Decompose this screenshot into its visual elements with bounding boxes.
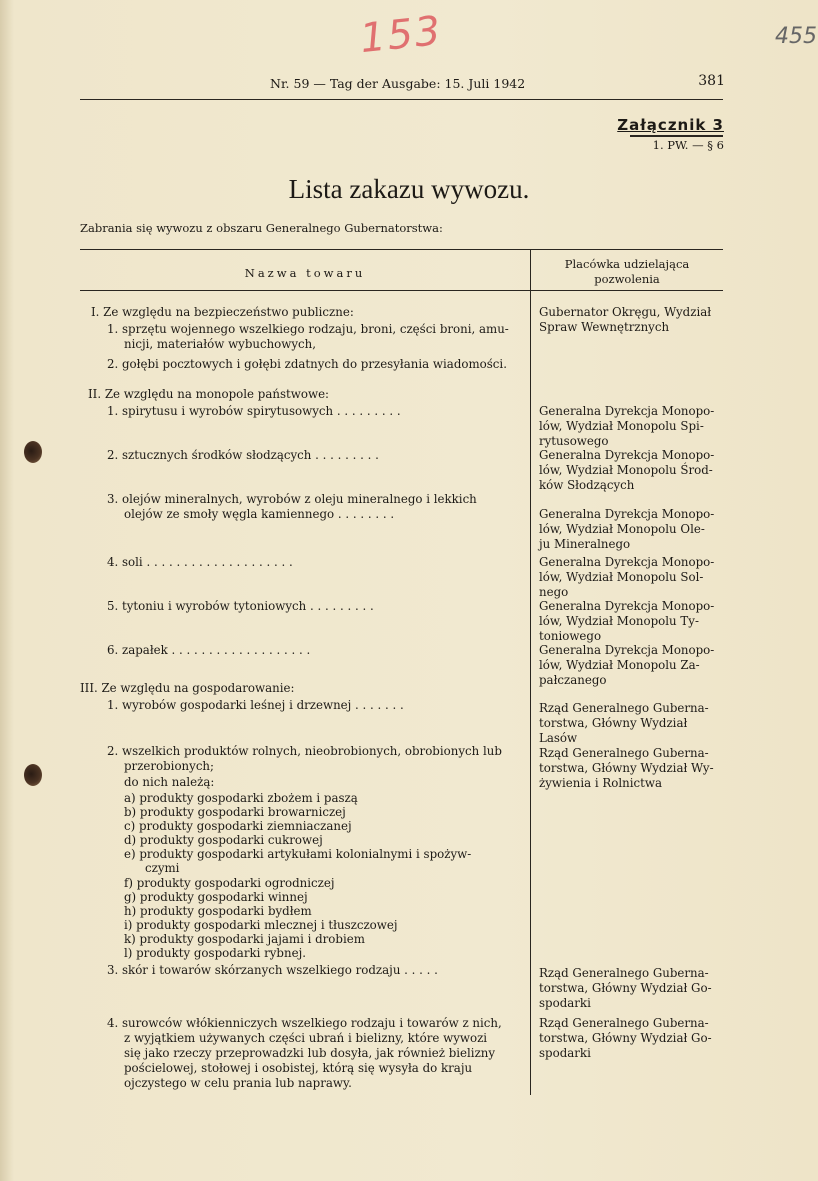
list-item-text: 5. tytoniu i wyrobów tytoniowych [107,599,307,613]
page-number: 381 [698,73,725,89]
authority-line: Generalna Dyrekcja Monopo- [539,599,715,613]
authority-line: Rząd Generalnego Guberna- [539,966,709,980]
list-item-text: 1. wyrobów gospodarki leśnej i drzewnej [107,698,352,712]
document-title: Lista zakazu wywozu. [288,174,530,204]
authority-line: Generalna Dyrekcja Monopo- [539,448,715,462]
list-item: 2. wszelkich produktów rolnych, nieobrobionych, obrobionych lub [107,744,502,758]
annex-title: Załącznik 3 [617,116,724,134]
list-item: 3. olejów mineralnych, wyrobów z oleju mineralnego i lekkich [107,492,477,506]
handwritten-page-number: 153 [357,7,445,63]
authority-line: toniowego [539,629,602,643]
authority-line: Generalna Dyrekcja Monopo- [539,404,715,418]
authority-line: Gubernator Okręgu, Wydział [539,305,712,319]
authority-line: torstwa, Główny Wydział Wy- [539,761,714,775]
authority-line: lów, Wydział Monopolu Sol- [539,570,704,584]
authority-line: lów, Wydział Monopolu Ty- [539,614,699,628]
column-header-goods: Nazwa towaru [244,266,366,280]
authority-line: Lasów [539,731,578,745]
list-item-text: 3. skór i towarów skórzanych wszelkiego rodzaju [107,963,401,977]
sub-item: c) produkty gospodarki ziemniaczanej [124,819,352,833]
list-item-continuation: ojczystego w celu prania lub naprawy. [124,1076,352,1090]
annex-reference: 1. PW. — § 6 [652,138,724,152]
list-item: 4. surowców włókienniczych wszelkiego rodzaju i towarów z nich, [107,1016,502,1030]
table-header-rule [80,290,723,291]
section-heading: II. Ze względu na monopole państwowe: [88,387,330,401]
leader-dots: . . . . . . . . . . . . . . . . . . . . [142,555,293,569]
list-item-text: 6. zapałek [107,643,168,657]
list-item-continuation: z wyjątkiem używanych części ubrań i bielizny, które wywozi [124,1031,488,1045]
list-item [107,448,379,463]
list-item: 2. gołębi pocztowych i gołębi zdatnych do przesyłania wiadomości. [107,357,507,371]
leader-dots: . . . . . [400,963,438,977]
list-item-text: 4. soli [107,555,143,569]
authority-line: torstwa, Główny Wydział Go- [539,981,712,995]
authority-line: lów, Wydział Monopolu Środ- [539,463,713,477]
annex-underline [630,135,723,137]
authority-line: żywienia i Rolnictwa [539,776,663,790]
list-item-continuation: nicji, materiałów wybuchowych, [124,337,317,351]
authority-line: ju Mineralnego [539,537,631,551]
authority-line: torstwa, Główny Wydział [539,716,688,730]
authority-line: torstwa, Główny Wydział Go- [539,1031,712,1045]
sub-item: d) produkty gospodarki cukrowej [124,833,323,847]
authority-line: lów, Wydział Monopolu Ole- [539,522,705,536]
sub-item: e) produkty gospodarki artykułami kolonialnymi i spożyw- [124,847,472,861]
sub-item: l) produkty gospodarki rybnej. [124,946,306,960]
leader-dots: . . . . . . . . [334,507,395,521]
sub-item: g) produkty gospodarki winnej [124,890,308,904]
table-top-rule [80,249,723,250]
list-item [107,698,404,713]
leader-dots: . . . . . . . . . [333,404,401,418]
column-header-authority [531,257,723,287]
sub-item: b) produkty gospodarki browarniczej [124,805,346,819]
authority-line: Rząd Generalnego Guberna- [539,746,709,760]
authority-line: lów, Wydział Monopolu Spi- [539,419,704,433]
leader-dots: . . . . . . . . . [311,448,379,462]
authority-line: rytusowego [539,434,609,448]
authority-header-line: Placówka udzielająca [564,257,690,271]
authority-header-line: pozwolenia [594,272,660,286]
section-heading: III. Ze względu na gospodarowanie: [80,681,295,695]
sub-item: k) produkty gospodarki jajami i drobiem [124,932,365,946]
column-divider [530,250,531,1095]
authority-line: lów, Wydział Monopolu Za- [539,658,700,672]
leader-dots: . . . . . . . . . . . . . . . . . . . [167,643,311,657]
list-item [107,404,401,419]
issue-line: Nr. 59 — Tag der Ausgabe: 15. Juli 1942 [270,76,526,91]
authority-line: ków Słodzących [539,478,635,492]
header-rule [80,99,723,100]
list-item-continuation: się jako rzeczy przeprowadzki lub dosyła, jak również bielizny [124,1046,496,1060]
authority-line: nego [539,585,569,599]
punch-hole [24,764,42,786]
list-item [107,599,374,614]
section-heading: I. Ze względu na bezpieczeństwo publiczne: [91,305,354,319]
list-item [107,963,438,978]
authority-line: Spraw Wewnętrznych [539,320,670,334]
list-item [107,643,310,658]
list-item-continuation: pościelowej, stołowej i osobistej, którą się wysyła do kraju [124,1061,473,1075]
list-item-text: 1. spirytusu i wyrobów spirytusowych [107,404,334,418]
list-item: 1. sprzętu wojennego wszelkiego rodzaju, broni, części broni, amu- [107,322,509,336]
leader-dots: . . . . . . . . . [306,599,374,613]
punch-hole [24,441,42,463]
list-item-continuation: do nich należą: [124,775,215,789]
authority-line: spodarki [539,1046,591,1060]
authority-line: Rząd Generalnego Guberna- [539,1016,709,1030]
list-item-continuation [124,507,394,522]
leader-dots: . . . . . . . [351,698,404,712]
authority-line: Rząd Generalnego Guberna- [539,701,709,715]
sub-item: a) produkty gospodarki zbożem i paszą [124,791,358,805]
sub-item-continuation: czymi [145,861,180,875]
annex-label [617,116,724,152]
authority-line: Generalna Dyrekcja Monopo- [539,643,715,657]
list-item-text: 2. sztucznych środków słodzących [107,448,312,462]
sub-item: h) produkty gospodarki bydłem [124,904,312,918]
intro-text: Zabrania się wywozu z obszaru Generalnego Gubernatorstwa: [80,221,443,235]
list-item [107,555,293,570]
authority-line: Generalna Dyrekcja Monopo- [539,507,715,521]
list-item-continuation: przerobionych; [124,759,214,773]
sub-item: f) produkty gospodarki ogrodniczej [124,876,335,890]
list-item-text: olejów ze smoły węgla kamiennego [124,507,335,521]
authority-line: Generalna Dyrekcja Monopo- [539,555,715,569]
margin-page-number: 455 [775,24,817,49]
authority-line: pałczanego [539,673,607,687]
authority-line: spodarki [539,996,591,1010]
sub-item: i) produkty gospodarki mlecznej i tłuszczowej [124,918,398,932]
